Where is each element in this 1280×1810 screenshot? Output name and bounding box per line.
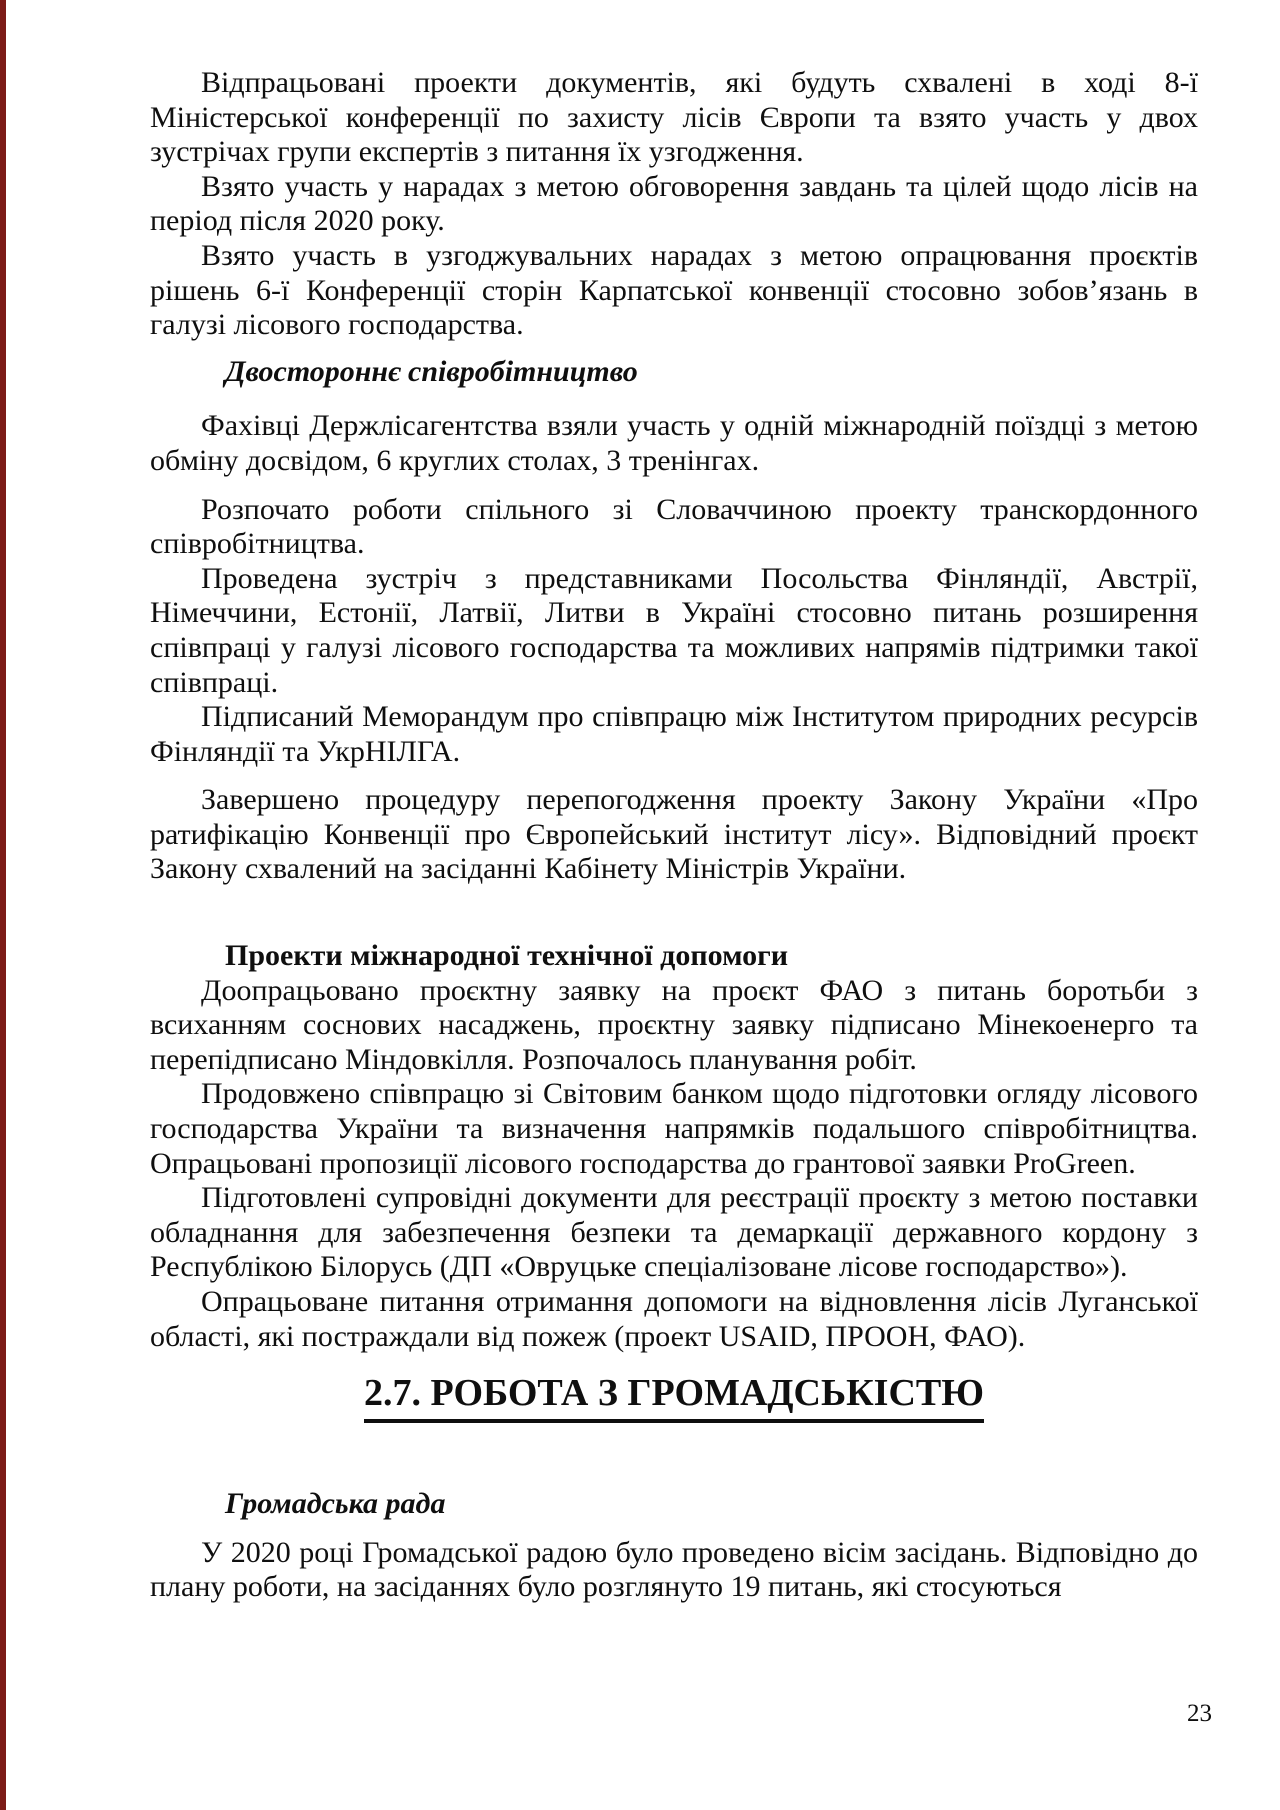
paragraph-technical-4: Опрацьоване питання отримання допомоги на відновлення лісів Луганської області, які постраждали від пожеж (проект USAID, ПРООН, ФАО). — [150, 1285, 1198, 1353]
paragraph-council-1: У 2020 році Громадської радою було проведено вісім засідань. Відповідно до плану роботи, на засіданнях було розглянуто 19 питань, які стосуються — [150, 1535, 1198, 1604]
heading-section-2-7-text: 2.7. РОБОТА З ГРОМАДСЬКІСТЮ — [364, 1370, 984, 1423]
paragraph-intro-1: Відпрацьовані проекти документів, які будуть схвалені в ході 8-ї Міністерської конференції по захисту лісів Європи та взято участь у двох зустрічах групи експертів з питання їх узгодження. — [150, 66, 1198, 169]
paragraph-intro-2: Взято участь у нарадах з метою обговорення завдань та цілей щодо лісів на період після 2020 року. — [150, 169, 1198, 238]
paragraph-bilateral-3: Проведена зустріч з представниками Посольства Фінляндії, Австрії, Німеччини, Естонії, Латвії, Литви в Україні стосовно питань розширення співпраці у галузі лісового господарства та можливих напрямів підтримки такої співпраці. — [150, 561, 1198, 699]
paragraph-technical-1: Доопрацьовано проєктну заявку на проєкт ФАО з питань боротьби з всиханням соснових насаджень, проєктну заявку підписано Мінекоенерго та перепідписано Міндовкілля. Розпочалось планування робіт. — [150, 973, 1198, 1076]
paragraph-intro-3: Взято участь в узгоджувальних нарадах з метою опрацювання проєктів рішень 6-ї Конференції сторін Карпатської конвенції стосовно зобов’язань в галузі лісового господарства. — [150, 238, 1198, 342]
heading-section-2-7 — [150, 1370, 1198, 1423]
page-number: 23 — [1187, 1700, 1212, 1727]
heading-public-council: Громадська рада — [225, 1487, 446, 1521]
paragraph-technical-2: Продовжено співпрацю зі Світовим банком щодо підготовки огляду лісового господарства України та визначення напрямків подальшого співробітництва. Опрацьовані пропозиції лісового господарства до грантової заявки ProGreen. — [150, 1077, 1198, 1180]
paragraph-bilateral-1: Фахівці Держлісагентства взяли участь у одній міжнародній поїздці з метою обміну досвідом, 6 круглих столах, 3 тренінгах. — [150, 409, 1198, 477]
paragraph-bilateral-5: Завершено процедуру перепогодження проекту Закону України «Про ратифікацію Конвенції про Європейський інститут лісу». Відповідний проєкт Закону схвалений на засіданні Кабінету Міністрів України. — [150, 783, 1198, 886]
paragraph-technical-3: Підготовлені супровідні документи для реєстрації проєкту з метою поставки обладнання для забезпечення безпеки та демаркації державного кордону з Республікою Білорусь (ДП «Овруцьке спеціалізоване лісове господарство»). — [150, 1181, 1198, 1284]
paragraph-bilateral-4: Підписаний Меморандум про співпрацю між Інститутом природних ресурсів Фінляндії та УкрНІЛГА. — [150, 700, 1198, 768]
scan-edge-artifact — [0, 0, 6, 1810]
page-content — [150, 66, 1198, 1605]
heading-bilateral-cooperation: Двостороннє співробітництво — [225, 354, 638, 388]
heading-technical-aid-projects: Проекти міжнародної технічної допомоги — [225, 939, 789, 973]
paragraph-bilateral-2: Розпочато роботи спільного зі Словаччиною проекту транскордонного співробітництва. — [150, 492, 1198, 561]
